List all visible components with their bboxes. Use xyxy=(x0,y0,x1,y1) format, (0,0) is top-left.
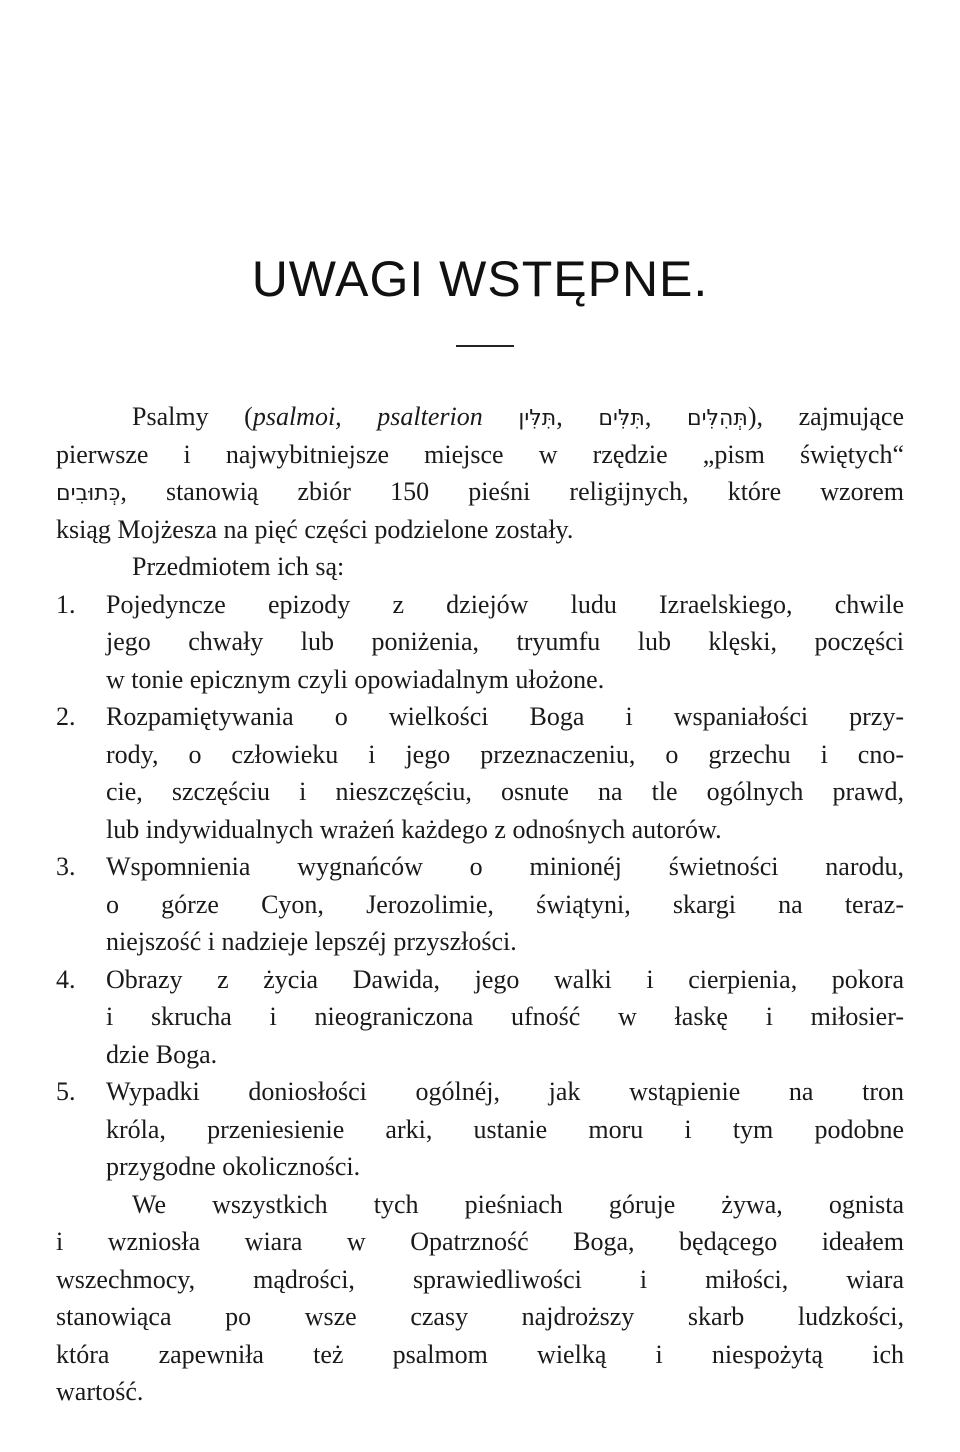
list-item-number: 1. xyxy=(56,589,76,619)
list-item-text: dzie Boga. xyxy=(106,1039,218,1069)
list-item-line xyxy=(56,661,904,699)
closing-line: We wszystkich tych pieśniach góruje żywa, ognista xyxy=(132,1189,904,1219)
list-item-line xyxy=(56,886,904,924)
list-item-text: przygodne okoliczności. xyxy=(106,1152,361,1181)
list-item-number: 4. xyxy=(56,964,76,994)
list-item-number: 2. xyxy=(56,702,76,731)
list-item-text: Pojedyncze epizody z dziejów ludu Izraelskiego, chwile xyxy=(106,589,904,619)
list-item-text: Wypadki doniosłości ogólnéj, jak wstąpienie na tron xyxy=(106,1077,904,1106)
intro-separator: , xyxy=(556,402,599,431)
hebrew-word: תְּהִלִּים xyxy=(687,406,748,431)
closing-paragraph xyxy=(56,1186,904,1411)
closing-line: która zapewniła też psalmom wielką i niespożytą ich xyxy=(56,1339,904,1369)
list-item-line xyxy=(56,623,904,661)
hebrew-word: תִּלִּין xyxy=(518,406,557,431)
list-item-number: 3. xyxy=(56,852,76,881)
page-title: UWAGI WSTĘPNE. xyxy=(251,251,709,307)
list-item-line xyxy=(56,736,904,774)
list-item-line xyxy=(56,1111,904,1149)
list-item-line xyxy=(56,961,904,999)
list-item-line xyxy=(56,1036,904,1074)
intro-line-5: Przedmiotem ich są: xyxy=(132,552,345,581)
list-item-text: o górze Cyon, Jerozolimie, świątyni, skargi na teraz- xyxy=(106,889,904,919)
list-item-text: w tonie epicznym czyli opowiadalnym ułożone. xyxy=(106,664,605,694)
list-item-line xyxy=(56,848,904,886)
intro-text: ), zajmujące xyxy=(747,402,905,431)
list-item-text: niejszość i nadzieje lepszéj przyszłości. xyxy=(106,927,517,956)
list-item-text: króla, przeniesienie arki, ustanie moru i tym podobne xyxy=(106,1114,904,1144)
list-item-number: 5. xyxy=(56,1077,76,1106)
hebrew-word: תִּלִּים xyxy=(598,406,645,431)
numbered-list xyxy=(56,586,904,1186)
intro-line-2: pierwsze i najwybitniejsze miejsce w rzędzie „pism świętych“ xyxy=(56,439,904,469)
list-item-line xyxy=(56,811,904,849)
list-item-line xyxy=(56,773,904,811)
title-divider xyxy=(456,345,514,347)
closing-line: i wzniosła wiara w Opatrzność Boga, będącego ideałem xyxy=(56,1227,904,1256)
closing-line: stanowiąca po wsze czasy najdroższy skarb ludzkości, xyxy=(56,1302,904,1331)
intro-text: , stanowią zbiór 150 pieśni religijnych, które wzorem xyxy=(120,477,904,506)
list-item-line xyxy=(56,1148,904,1186)
intro-line-3 xyxy=(56,473,904,511)
body-text xyxy=(56,398,904,1411)
hebrew-word: כְּתוּבִים xyxy=(56,481,121,506)
intro-line-1 xyxy=(56,398,904,436)
document-page xyxy=(56,0,904,1452)
list-item-text: rody, o człowieku i jego przeznaczeniu, o grzechu i cno- xyxy=(106,739,904,769)
list-item-line xyxy=(56,923,904,961)
intro-greek-terms: psalmoi, psalterion xyxy=(252,402,483,431)
intro-line-4: ksiąg Mojżesza na pięć części podzielone zostały. xyxy=(56,514,574,544)
closing-line: wartość. xyxy=(56,1377,144,1406)
list-item-text: i skrucha i nieograniczona ufność w łaskę i miłosier- xyxy=(106,1002,904,1031)
list-item-line xyxy=(56,998,904,1036)
list-item-text: Obrazy z życia Dawida, jego walki i cierpienia, pokora xyxy=(106,964,904,994)
intro-text: Psalmy ( xyxy=(132,402,253,431)
intro-separator: , xyxy=(644,402,687,431)
list-item-text: lub indywidualnych wrażeń każdego z odnośnych autorów. xyxy=(106,814,722,844)
list-item-line xyxy=(56,698,904,736)
list-item-line xyxy=(56,586,904,624)
list-item-line xyxy=(56,1073,904,1111)
list-item-text: Rozpamiętywania o wielkości Boga i wspaniałości przy- xyxy=(106,702,904,731)
list-item-text: Wspomnienia wygnańców o minionéj świetności narodu, xyxy=(106,852,904,881)
list-item-text: cie, szczęściu i nieszczęściu, osnute na tle ogólnych prawd, xyxy=(106,777,904,806)
closing-line: wszechmocy, mądrości, sprawiedliwości i miłości, wiara xyxy=(56,1264,904,1294)
list-item-text: jego chwały lub poniżenia, tryumfu lub klęski, poczęści xyxy=(106,627,904,656)
